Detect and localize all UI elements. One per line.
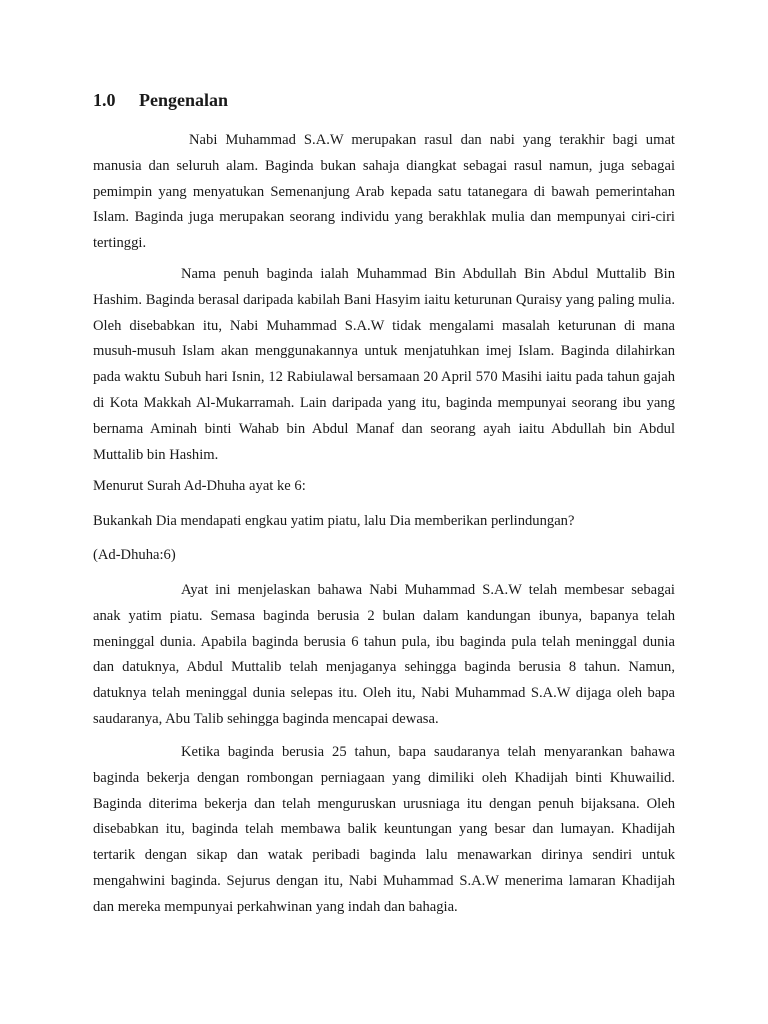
quote-verse: Bukankah Dia mendapati engkau yatim piatu, lalu Dia memberikan perlindungan? [93, 513, 575, 529]
section-heading [93, 86, 228, 114]
paragraph-introduction: Nabi Muhammad S.A.W merupakan rasul dan nabi yang terakhir bagi umat manusia dan seluruh alam. Baginda bukan sahaja diangkat sebagai rasul namun, juga sebagai pemimpin yang menyatukan Semenanjung Arab kepada satu tatanegara di bawah pemerintahan Islam. Baginda juga merupakan seorang individu yang berakhlak mulia dan mempunyai ciri-ciri tertinggi. [93, 132, 675, 252]
paragraph-orphan: Ayat ini menjelaskan bahawa Nabi Muhammad S.A.W telah membesar sebagai anak yatim piatu. Semasa baginda berusia 2 bulan dalam kandungan ibunya, bapanya telah meninggal dunia. Apabila baginda berusia 6 tahun pula, ibu baginda pula telah meninggal dunia dan datuknya, Abdul Muttalib telah menjaganya sehingga baginda berusia 8 tahun. Namun, datuknya telah meninggal dunia selepas itu. Oleh itu, Nabi Muhammad S.A.W dijaga oleh bapa saudaranya, Abu Talib sehingga baginda mencapai dewasa. [93, 582, 675, 727]
quote-intro: Menurut Surah Ad-Dhuha ayat ke 6: [93, 478, 306, 494]
paragraph-lineage: Nama penuh baginda ialah Muhammad Bin Abdullah Bin Abdul Muttalib Bin Hashim. Baginda berasal daripada kabilah Bani Hasyim iaitu keturunan Quraisy yang paling mulia. Oleh disebabkan itu, Nabi Muhammad S.A.W tidak mengalami masalah keturunan di mana musuh-musuh Islam akan menggunakannya untuk menjatuhkan imej Islam. Baginda dilahirkan pada waktu Subuh hari Isnin, 12 Rabiulawal bersamaan 20 April 570 Masihi iaitu pada tahun gajah di Kota Makkah Al-Mukarramah. Lain daripada yang itu, baginda mempunyai seorang ibu yang bernama Aminah binti Wahab bin Abdul Manaf dan seorang ayah iaitu Abdullah bin Abdul Muttalib bin Hashim. [93, 266, 675, 463]
section-number: 1.0 [93, 90, 116, 110]
section-title: Pengenalan [139, 90, 229, 110]
paragraph-marriage: Ketika baginda berusia 25 tahun, bapa saudaranya telah menyarankan bahawa baginda bekerja dengan rombongan perniagaan yang dimiliki oleh Khadijah binti Khuwailid. Baginda diterima bekerja dan telah menguruskan urusniaga itu dengan penuh bijaksana. Oleh disebabkan itu, baginda telah membawa balik keuntungan yang besar dan lumayan. Khadijah tertarik dengan sikap dan watak peribadi baginda lalu menawarkan dirinya sendiri untuk mengahwini baginda. Sejurus dengan itu, Nabi Muhammad S.A.W menerima lamaran Khadijah dan mereka mempunyai perkahwinan yang indah dan bahagia. [93, 744, 675, 915]
quote-reference: (Ad-Dhuha:6) [93, 547, 176, 563]
